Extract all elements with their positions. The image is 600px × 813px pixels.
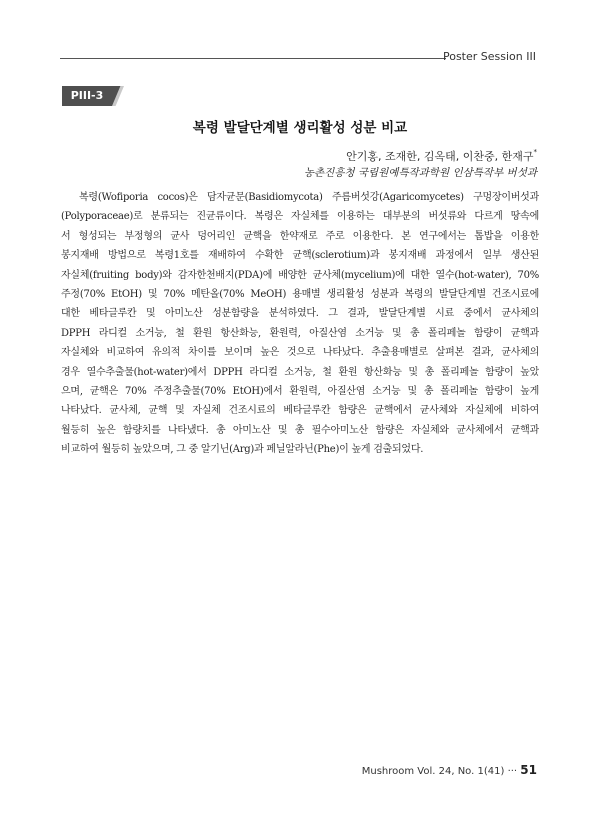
footer	[362, 763, 537, 777]
abstract	[61, 188, 539, 459]
abstract-line: 비교하여 월등히 높았으며, 그 중 알기닌(Arg)과 페닐알라닌(Phe)이 높게 검출되었다.	[61, 444, 424, 456]
page-number: 51	[520, 763, 537, 777]
abstract-line: 대한 베타글루칸 및 아미노산 성분함량을 분석하였다. 그 결과, 발달단계별 시료 중에서 균사체의	[61, 308, 539, 320]
abstract-line: 주정(70% EtOH) 및 70% 메탄올(70% MeOH) 용매별 생리활성 성분과 복령의 발달단계별 건조시료에	[61, 288, 539, 300]
footer-separator: ···	[507, 766, 518, 777]
affiliation: 농촌진흥청 국립원예특작과학원 인삼특작부 버섯과	[303, 167, 537, 179]
paper-title: 복령 발달단계별 생리활성 성분 비교	[192, 120, 408, 136]
abstract-line: 나타났다. 균사체, 균핵 및 자실체 건조시료의 베타글루칸 함량은 균핵에서 균사체와 자실체에 비하여	[61, 405, 539, 417]
abstract-line: DPPH 라디컬 소거능, 철 환원 항산화능, 환원력, 아질산염 소거능 및 총 폴리페놀 함량이 균핵과	[61, 327, 539, 339]
abstract-line: 월등히 높은 함량치를 나타냈다. 총 아미노산 및 총 필수아미노산 함량은 자실체와 균사체에서 균핵과	[61, 424, 539, 436]
author-names: 안기홍, 조재한, 김옥태, 이찬중, 한재구	[346, 150, 534, 163]
abstract-line: 자실체(fruiting body)와 감자한천배지(PDA)에 배양한 균사체(mycelium)에 대한 열수(hot-water), 70%	[61, 269, 539, 281]
abstract-line: 자실체와 비교하여 유의적 차이를 보이며 높은 것으로 나타났다. 추출용매별로 살펴본 결과, 균사체의	[61, 347, 539, 359]
header-rule	[60, 58, 446, 59]
authors	[346, 148, 537, 164]
abstract-line: 봉지재배 방법으로 복령1호를 재배하여 수확한 균핵(sclerotium)과 봉지재배 과정에서 일부 생산된	[61, 250, 539, 262]
abstract-line: 경우 열수추출물(hot-water)에서 DPPH 라디컬 소거능, 철 환원 항산화능 및 총 폴리페놀 함량이 높았	[61, 366, 539, 378]
abstract-line: (Polyporaceae)로 분류되는 진균류이다. 복령은 자실체를 이용하는 대부분의 버섯류와 다르게 땅속에	[61, 211, 539, 223]
abstract-line: 서 형성되는 부정형의 균사 덩어리인 균핵을 한약재로 주로 이용한다. 본 연구에서는 톱밥을 이용한	[61, 230, 539, 242]
corresponding-author-mark: *	[533, 148, 537, 157]
journal-citation: Mushroom Vol. 24, No. 1(41)	[361, 766, 505, 777]
session-badge-label: PIII-3	[70, 89, 104, 102]
header-session-label: Poster Session III	[442, 50, 536, 63]
abstract-line: 으며, 균핵은 70% 주정추출물(70% EtOH)에서 환원력, 아질산염 소거능 및 총 폴리페놀 함량이 높게	[61, 385, 539, 397]
abstract-line: 복령(Wofiporia cocos)은 담자균문(Basidiomycota) 주름버섯강(Agaricomycetes) 구멍장이버섯과	[79, 192, 539, 203]
